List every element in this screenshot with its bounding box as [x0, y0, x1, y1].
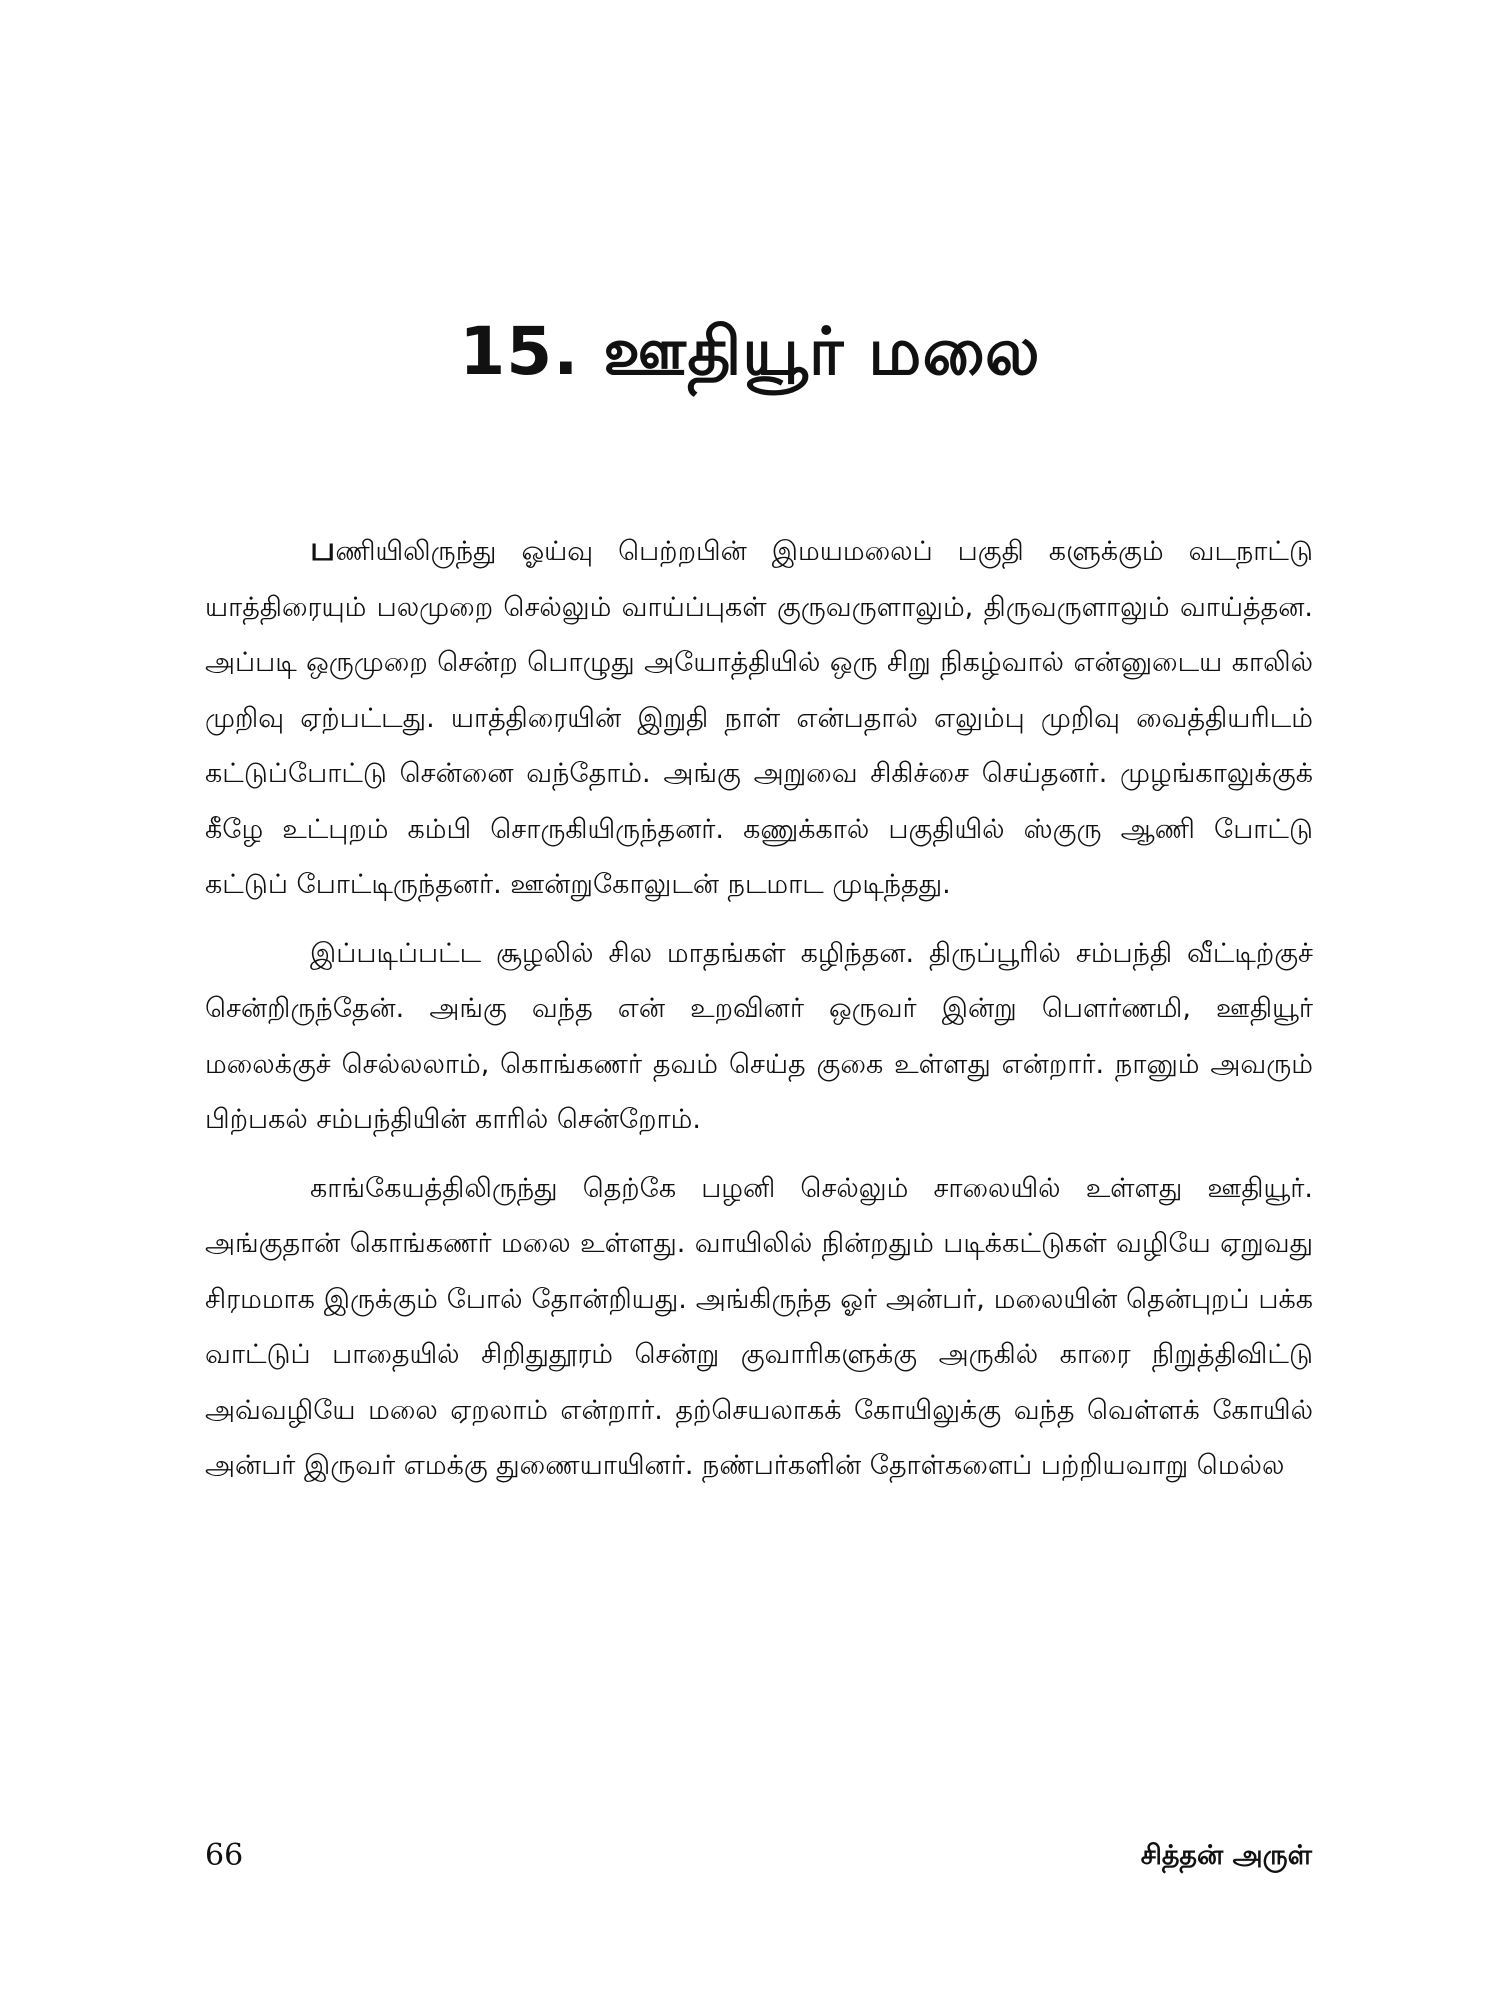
chapter-title: 15. ஊதியூர் மலை — [459, 313, 1041, 390]
paragraph-3: காங்கேயத்திலிருந்து தெற்கே பழனி செல்லும் சாலையில் உள்ளது ஊதியூர். அங்குதான் கொங்கணர் மலை உள்ளது. வாயிலில் நின்றதும் படிக்கட்டுகள் வழியே ஏறுவது சிரமமாக இருக்கும் போல் தோன்றியது. அங்கிருந்த ஓர் அன்பர், மலையின் தென்புறப் பக்க வாட்டுப் பாதையில் சிறிதுதூரம் சென்று குவாரிகளுக்கு அருகில் காரை நிறுத்திவிட்டு அவ்வழியே மலை ஏறலாம் என்றார். தற்செயலாகக் கோயிலுக்கு வந்த வெள்ளக் கோயில் அன்பர் இருவர் எமக்கு துணையாயினர். நண்பர்களின் தோள்களைப் பற்றியவாறு மெல்ல — [205, 1172, 1313, 1481]
paragraph-2: இப்படிப்பட்ட சூழலில் சில மாதங்கள் கழிந்தன. திருப்பூரில் சம்பந்தி வீட்டிற்குச் சென்றிருந்தேன். அங்கு வந்த என் உறவினர் ஒருவர் இன்று பௌர்ணமி, ஊதியூர் மலைக்குச் செல்லலாம், கொங்கணர் தவம் செய்த குகை உள்ளது என்றார். நானும் அவரும் பிற்பகல் சம்பந்தியின் காரில் சென்றோம். — [205, 937, 1313, 1135]
body-text — [205, 522, 1313, 1494]
book-title-footer: சித்தன் அருள் — [1140, 1840, 1312, 1871]
paragraph-1 — [205, 522, 1313, 913]
paragraph-1-text: ணியிலிருந்து ஓய்வு பெற்றபின் இமயமலைப் பகுதி களுக்கும் வடநாட்டு யாத்திரையும் பலமுறை செல்லும் வாய்ப்புகள் குருவருளாலும், திருவருளாலும் வாய்த்தன. அப்படி ஒருமுறை சென்ற பொழுது அயோத்தியில் ஒரு சிறு நிகழ்வால் என்னுடைய காலில் முறிவு ஏற்பட்டது. யாத்திரையின் இறுதி நாள் என்பதால் எலும்பு முறிவு வைத்தியரிடம் கட்டுப்போட்டு சென்னை வந்தோம். அங்கு அறுவை சிகிச்சை செய்தனர். முழங்காலுக்குக் கீழே உட்புறம் கம்பி சொருகியிருந்தனர். கணுக்கால் பகுதியில் ஸ்குரு ஆணி போட்டு கட்டுப் போட்டிருந்தனர். ஊன்றுகோலுடன் நடமாட முடிந்தது. — [205, 536, 1313, 900]
paragraph-initial-letter: ப — [310, 529, 336, 569]
page-number: 66 — [205, 1838, 244, 1873]
